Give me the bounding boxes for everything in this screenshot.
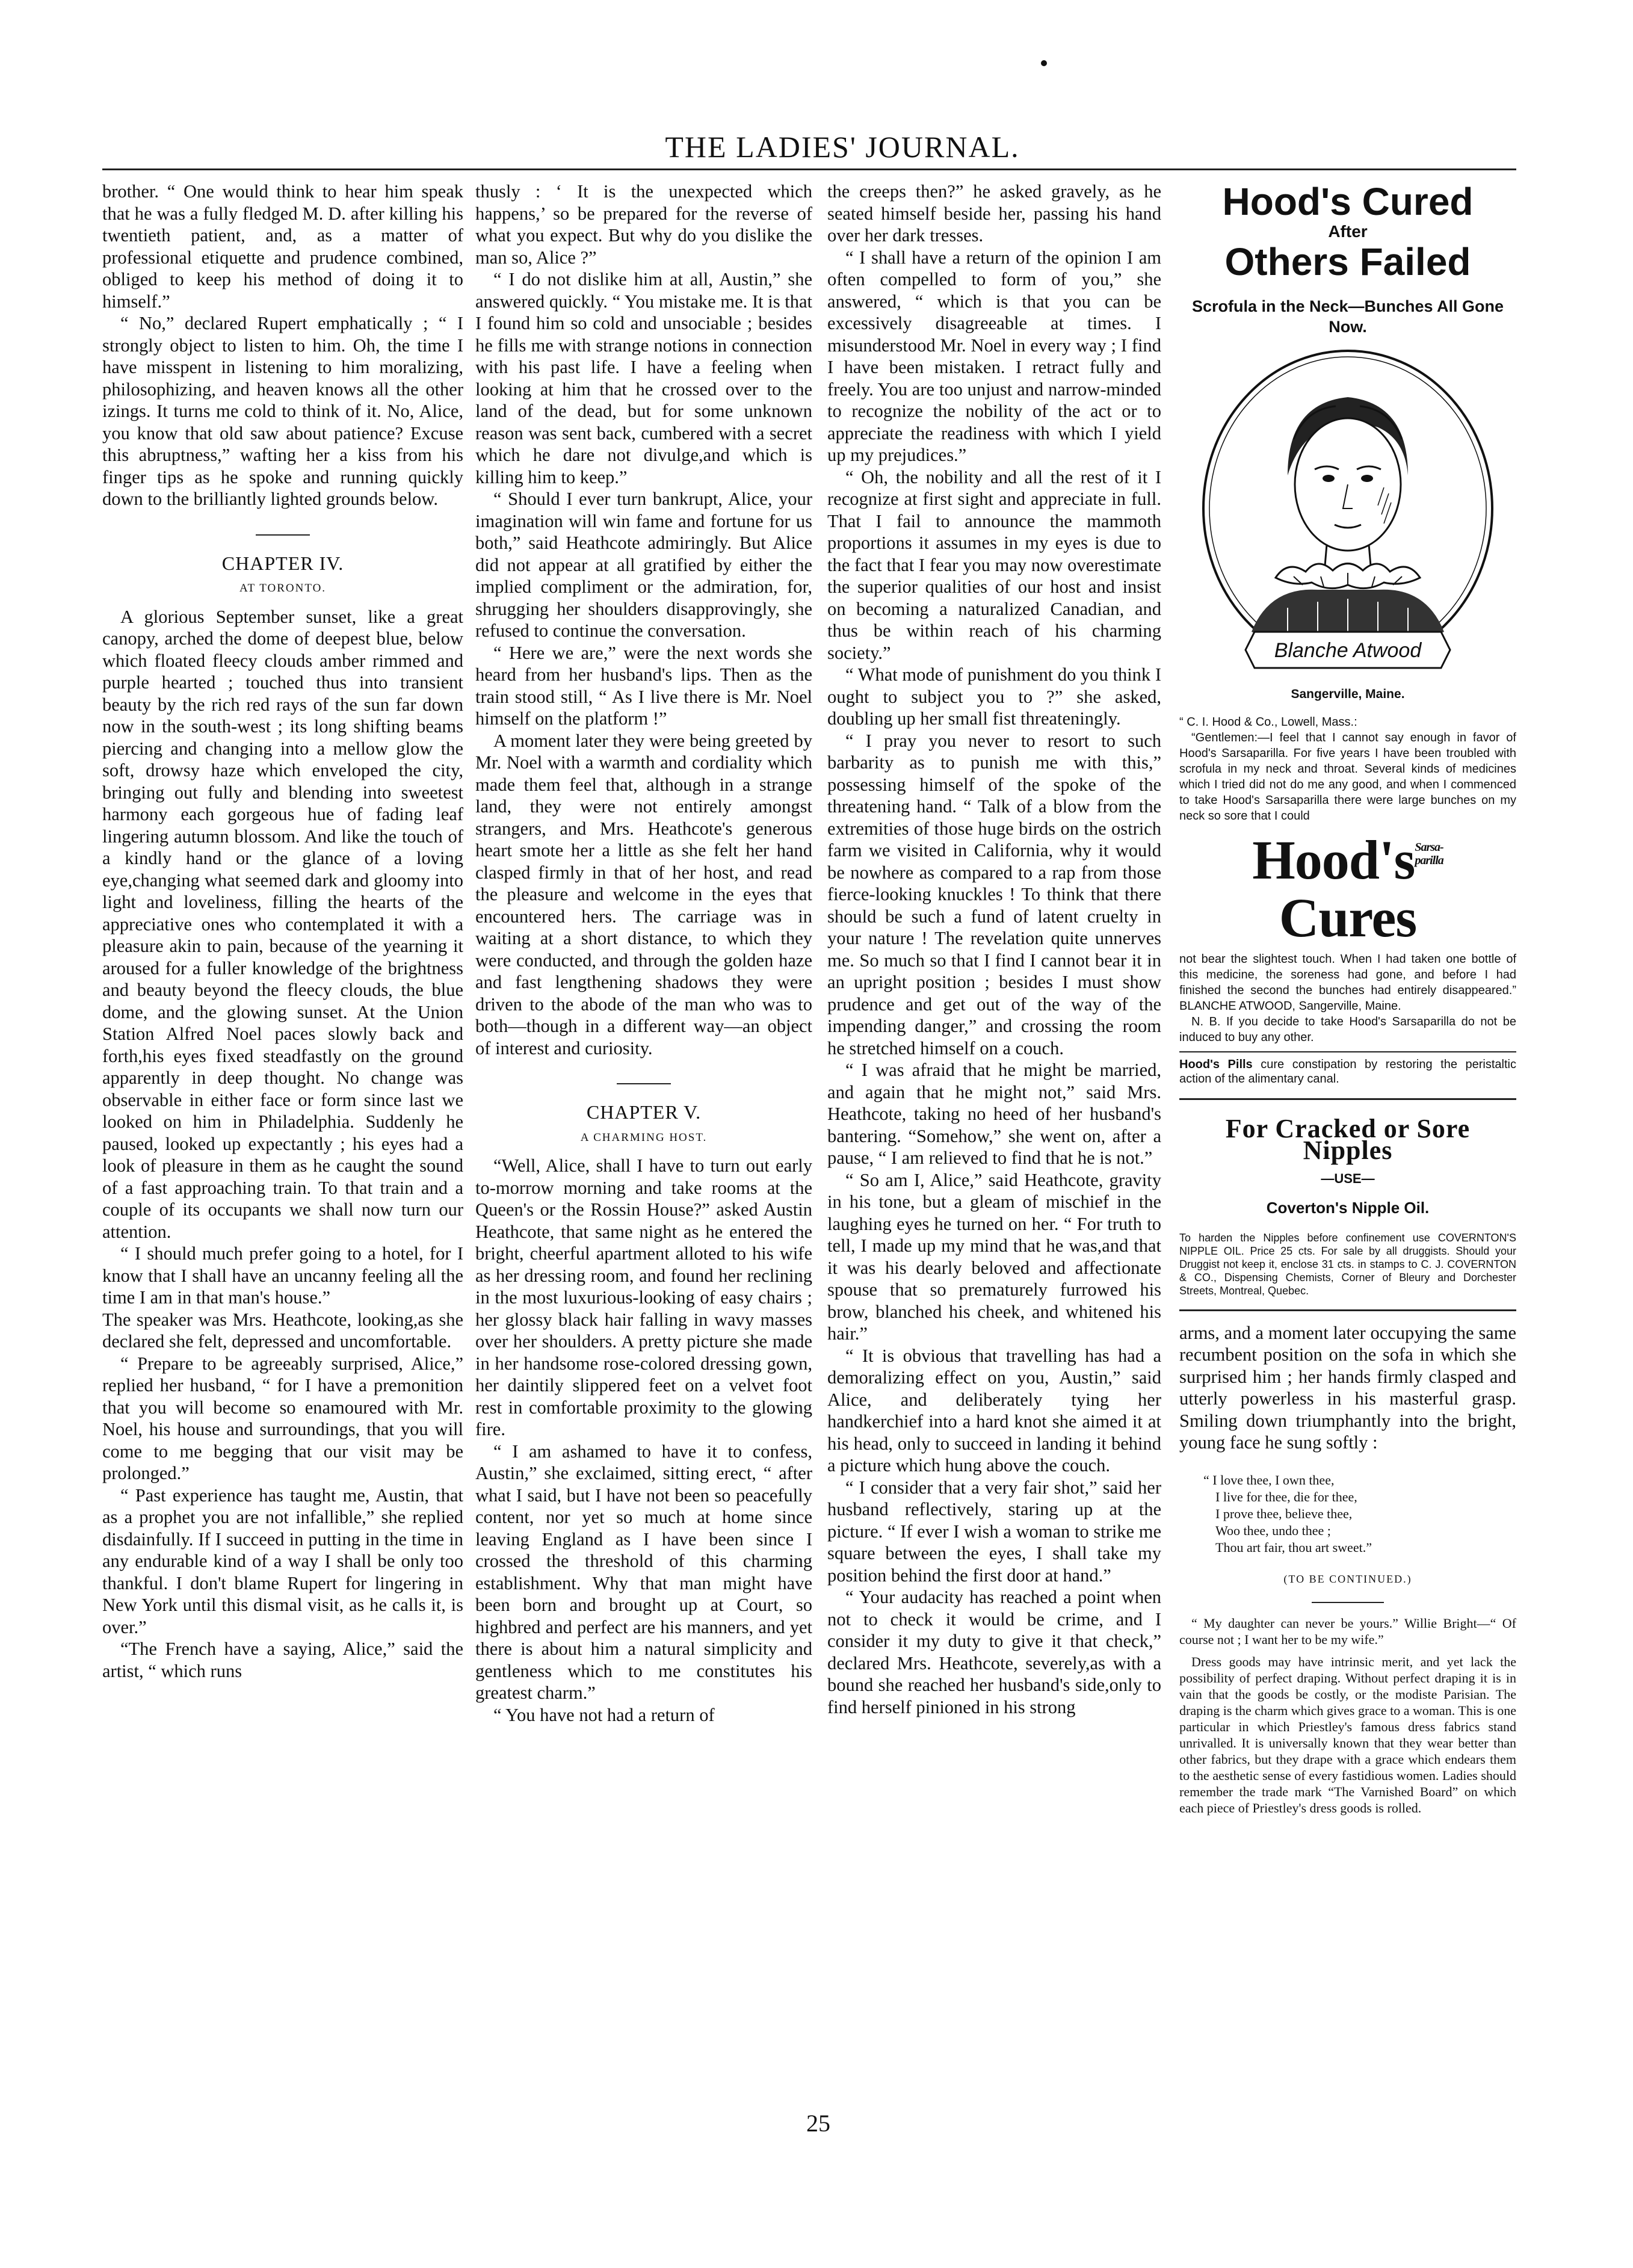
paragraph: “Well, Alice, shall I have to turn out early to-morrow morning and take rooms at the Queen's or the Rossin House?” asked Austin Heathcote, that same night as he entered the bright, cheerful apartment alloted to his wife as her dressing room, and found her reclining in the most luxurious-looking of easy chairs ; her glossy black hair falling in wavy masses over her shoulders. A pretty picture she made in her handsome rose-colored dressing gown, her daintily slippered feet on a velvet foot rest in comfortable proximity to the glowing fire. <box>475 1155 812 1439</box>
paragraph: “ I pray you never to resort to such barbarity as to punish me with this,” possessing himself of the spoke of the threatening hand. “ Talk of a blow from the extremities of those huge birds on the ostrich farm we visited in California, why it would be nowhere as compared to a rap from those fierce-looking knuckles ! To think that there should be such a fund of latent cruelty in your nature ! The revelation quite unnerves me. So much so that I find I cannot bear it in an upright position ; besides I must show prudence and get out of the way of the impending danger,” and crossing the room he stretched himself on a couch. <box>827 730 1161 1058</box>
poem <box>1203 1472 1516 1556</box>
paragraph: thusly : ‘ It is the unexpected which happens,’ so be prepared for the reverse of what you expect. But why do you dislike the man so, Alice ?” <box>475 181 812 268</box>
pills-text: cure constipation by restoring the peristaltic action of the alimentary canal. <box>1179 1057 1516 1086</box>
column-3 <box>827 181 1161 1718</box>
chapter-subheading: AT TORONTO. <box>239 582 327 595</box>
paragraph: arms, and a moment later occupying the same recumbent position on the sofa in which she surprised him ; her hands firmly clasped and utterly powerless in his masterful grasp. Smiling down triumphantly into the bright, young face he sung softly : <box>1179 1322 1516 1453</box>
poem-line: I prove thee, believe thee, <box>1215 1506 1353 1521</box>
page-number: 25 <box>806 2110 830 2137</box>
nipple-oil-use: —USE— <box>1321 1170 1375 1186</box>
ad-testimonial-continued <box>1179 951 1516 1045</box>
masthead: THE LADIES' JOURNAL. <box>665 130 1020 164</box>
ad-place: Sangerville, Maine. <box>1291 687 1405 701</box>
paragraph: brother. “ One would think to hear him speak that he was a fully fledged M. D. after killing his twentieth patient, and, as a matter of professional etiquette and prudence combined, obliged to keep his method of doing it to himself.” <box>102 181 463 312</box>
paragraph: “ I do not dislike him at all, Austin,” she answered quickly. “ You mistake me. It is that I found him so cold and unsociable ; besides he fills me with strange notions in connection with his past life. I have a feeling when looking at him that he crossed over to the land of the dead, but for some unknown reason was sent back, cumbered with a secret which he dare not divulge,and which is killing him to keep.” <box>475 269 812 487</box>
poem-line: Woo thee, undo thee ; <box>1215 1522 1331 1538</box>
paragraph: “ It is obvious that travelling has had a demoralizing effect on you, Austin,” said Alice, and deliberately tying her handkerchief into a hard knot she aimed it at his head, only to succeed in landing it behind a picture which hung above the couch. <box>827 1345 1161 1475</box>
paragraph: “ Past experience has taught me, Austin, that as a prophet you are not infallible,” she replied disdainfully. If I succeed in putting in the time in any endurable kind of a way I shall be only too thankful. I don't blame Rupert for lingering in New York until this dismal visit, as he calls it, is over.” <box>102 1485 463 1637</box>
filler-items <box>1179 1615 1516 1816</box>
sarsaparilla-word: Sarsa- parilla <box>1415 840 1443 867</box>
pills-notice <box>1179 1051 1516 1086</box>
hoods-cures-logo <box>1179 831 1516 947</box>
nipple-oil-heading: For Cracked or Sore Nipples <box>1225 1113 1471 1165</box>
paragraph: “ No,” declared Rupert emphatically ; “ I strongly object to listen to him. Oh, the time I have misspent in listening to him moralizing, philosophizing, and heaven knows all the other izings. It turns me cold to think of it. No, Alice, you know that old saw about patience? Excuse this abruptness,” wafting her a kiss from his finger tips as he spoke and running quickly down to the brilliantly lighted grounds below. <box>102 313 463 509</box>
paragraph: “The French have a saying, Alice,” said the artist, “ which runs <box>102 1639 463 1681</box>
poem-line: I live for thee, die for thee, <box>1215 1489 1357 1504</box>
ad-letter-address: “ C. I. Hood & Co., Lowell, Mass.: <box>1179 715 1357 729</box>
paragraph: “ I shall have a return of the opinion I am often compelled to form of you,” she answered, “ which is that you can be excessively disagreeable at times. I misunderstood Mr. Noel in every way ; I find I have been mistaken. I retract fully and freely. You are too unjust and narrow-minded to recognize the nobility of the act or to appreciate the readiness with which I yield up my prejudices.” <box>827 247 1161 465</box>
paragraph: “ I am ashamed to have it to confess, Austin,” she exclaimed, sitting erect, “ after what I said, but I have not been so peacefully content, nor yet so much at home since leaving England as I have been since I crossed the threshold of this charming establishment. Why that man might have been born and brought up at Court, so highbred and perfect are his manners, and yet there is about him a natural simplicity and gentleness which to me constitutes his greatest charm.” <box>475 1441 812 1703</box>
ad-divider <box>1179 1309 1516 1311</box>
paragraph: “ Your audacity has reached a point when not to check it would be crime, and I consider it my duty to give it that check,” declared Mrs. Heathcote, severely,as with a bound she reached her husband's side,only to find herself pinioned in his strong <box>827 1587 1161 1717</box>
ad-note: N. B. If you decide to take Hood's Sarsaparilla do not be induced to buy any other. <box>1179 1015 1516 1044</box>
paragraph: the creeps then?” he asked gravely, as he seated himself beside her, passing his hand over her dark tresses. <box>827 181 1161 246</box>
ad-letter-text: not bear the slightest touch. When I had taken one bottle of this medicine, the soreness had gone, and before I had finished the second the bunches had entirely disappeared.” BLANCHE ATWOOD, Sangerville, Maine. <box>1179 952 1516 1013</box>
column-4 <box>1179 181 1516 1822</box>
paragraph: “ I should much prefer going to a hotel, for I know that I shall have an uncanny feeling all the time I am in that man's house.” <box>102 1243 463 1308</box>
chapter-divider <box>256 534 310 536</box>
paragraph: “ I consider that a very fair shot,” said her husband reflectively, staring up at the picture. “ If ever I wish a woman to strike me square between the eyes, I shall take my position behind the first door at hand.” <box>827 1477 1161 1586</box>
paragraph: The speaker was Mrs. Heathcote, looking,as she declared she felt, depressed and uncomfortable. <box>102 1309 463 1352</box>
hoods-advertisement <box>1179 181 1516 1311</box>
paragraph: A moment later they were being greeted by Mr. Noel with a warmth and cordiality which made them feel that, although in a strange land, they were not entirely amongst strangers, and Mrs. Heathcote's generous heart smote her a little as she felt her hand clasped firmly in that of her host, and read the pleasure and welcome in the eyes that encountered hers. The carriage was in waiting at a short distance, to which they were conducted, and through the golden haze and fast lengthening shadows they were driven to the abode of the man who was to both—though in a different way—an object of interest and curiosity. <box>475 730 812 1058</box>
poem-line: “ I love thee, I own thee, <box>1203 1472 1335 1488</box>
paragraph: A glorious September sunset, like a great canopy, arched the dome of deepest blue, below which floated fleecy clouds amber rimmed and purple hearted ; touched thus into transient beauty by the rich red rays of the sun far down now in the south-west ; its long shifting beams piercing and changing into a mellow glow the soft, drowsy haze which enveloped the city, bringing out fully and blending into sweetest harmony each gorgeous hue of fading leaf lingering autumn blossom. And like the touch of a kindly hand or the glance of a loving eye,changing what seemed dark and gloomy into light and loveliness, filling the hearts of the appreciative ones who contemplated it with a pleasure akin to pain, because of the yearning it aroused for a fuller knowledge of the brightness and beauty beyond the fleecy clouds, the blue dome, and the glowing sunset. At the Union Station Alfred Noel paces slowly back and forth,his eyes fixed steadfastly on the ground apparently in deep thought. No change was observable in either face or form since last we looked on him in Philadelphia. Suddenly he paused, looked up expectantly ; his eyes had a look of pleasure in them as he caught the sound of a fast approaching train. To that train and a couple of its occupants we shall now turn our attention. <box>102 606 463 1242</box>
paragraph: “ What mode of punishment do you think I ought to subject you to ?” she asked, doubling up her small fist threateningly. <box>827 664 1161 729</box>
chapter-heading: CHAPTER V. <box>586 1101 702 1123</box>
paragraph: “ Prepare to be agreeably surprised, Alice,” replied her husband, “ for I have a premonition that you will become so enamoured with Mr. Noel, his house and surroundings, that you will come to me begging that our visit may be prolonged.” <box>102 1353 463 1483</box>
cures-word: Cures <box>1279 886 1417 948</box>
chapter-subheading: A CHARMING HOST. <box>580 1131 708 1144</box>
portrait-illustration <box>1197 349 1498 680</box>
paragraph: “ Oh, the nobility and all the rest of it I recognize at first sight and appreciate in full. That I fail to announce the mammoth proportions it assumes in my eyes is due to the fact that I fear you may now overestimate the superior qualities of our host and insist on becoming a naturalized Canadian, and thus be within reach of his charming society.” <box>827 466 1161 663</box>
nipple-oil-name: Coverton's Nipple Oil. <box>1266 1199 1430 1217</box>
column-1 <box>102 181 463 1682</box>
ad-headline-after: After <box>1328 222 1368 241</box>
poem-line: Thou art fair, thou art sweet.” <box>1215 1539 1372 1555</box>
paragraph: “ You have not had a return of <box>493 1704 715 1725</box>
ad-testimonial <box>1179 714 1516 824</box>
print-dot <box>1041 60 1047 66</box>
hoods-word: Hood's <box>1252 829 1415 891</box>
filler-dress-goods: Dress goods may have intrinsic merit, and yet lack the possibility of perfect draping. Without perfect draping it is in vain that the goods be costly, or the modiste Parisian. The draping is the charm which gives grace to a woman. This is one particular in which Priestley's famous dress fabrics stand unrivalled. It is universally known that they wear better than other fabrics, but they drape with a grace which endears them to the aesthetic sense of every fastidious women. Ladies should remember the trade mark “The Varnished Board” on which each piece of Priestley's dress goods is rolled. <box>1179 1654 1516 1815</box>
paragraph: “ So am I, Alice,” said Heathcote, gravity in his tone, but a gleam of mischief in the laughing eyes he turned on her. “ For truth to tell, I made up my mind that he was,and that it was his dearly beloved and affectionate spouse that so prematurely furrowed his brow, blanched his cheek, and whitened his hair.” <box>827 1169 1161 1344</box>
column-2 <box>475 181 812 1726</box>
section-divider <box>1312 1602 1384 1603</box>
ad-letter-text: “Gentlemen:—I feel that I cannot say enough in favor of Hood's Sarsaparilla. For five years I have been troubled with scrofula in my neck and throat. Several kinds of medicines which I tried did not do me any good, and when I commenced to take Hood's Sarsaparilla there were large bunches on my neck so sore that I could <box>1179 731 1516 823</box>
to-be-continued: (TO BE CONTINUED.) <box>1283 1572 1412 1585</box>
portrait-engraving <box>1197 349 1498 680</box>
ad-divider <box>1179 1098 1516 1100</box>
masthead-rule <box>102 168 1516 170</box>
ad-headline: Others Failed <box>1224 240 1471 283</box>
paragraph: “ Here we are,” were the next words she heard from her husband's lips. Then as the train stood still, “ As I live there is Mr. Noel himself on the platform !” <box>475 642 812 729</box>
filler-joke: “ My daughter can never be yours.” Willie Bright—“ Of course not ; I want her to be my wife.” <box>1179 1616 1516 1647</box>
ad-subheading: Scrofula in the Neck—Bunches All Gone Now. <box>1191 297 1504 336</box>
paragraph: “ Should I ever turn bankrupt, Alice, your imagination will win fame and fortune for us both,” said Heathcote admiringly. But Alice did not appear at all gratified by either the implied compliment or the admiration, for, shrugging her shoulders disapprovingly, she refused to continue the conversation. <box>475 489 812 641</box>
portrait-name-label: Blanche Atwood <box>1274 639 1422 662</box>
chapter-heading: CHAPTER IV. <box>221 552 344 574</box>
nipple-oil-text: To harden the Nipples before confinement use COVERNTON'S NIPPLE OIL. Price 25 cts. For sale by all druggists. Should your Druggist not keep it, enclose 31 cts. in stamps to C. J. COVERNTON & CO., Dispensing Chemists, Corner of Bleury and Dorchester Streets, Montreal, Quebec. <box>1179 1231 1516 1297</box>
ad-headline: Hood's Cured <box>1222 180 1474 223</box>
chapter-divider <box>617 1083 671 1084</box>
pills-name: Hood's Pills <box>1179 1057 1253 1071</box>
paragraph: “ I was afraid that he might be married, and again that he might not,” said Mrs. Heathcote, taking no heed of her husband's bantering. “Somehow,” she went on, after a pause, “ I am relieved to find that he is not.” <box>827 1060 1161 1168</box>
